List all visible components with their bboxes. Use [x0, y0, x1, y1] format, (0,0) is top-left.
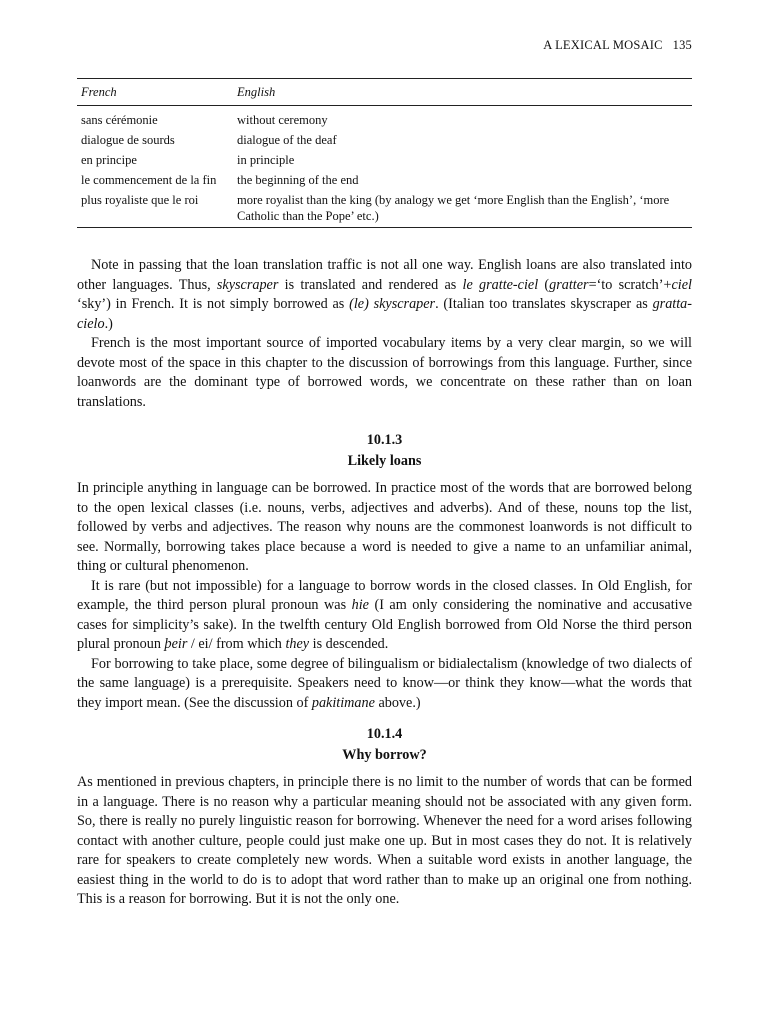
table-row	[77, 190, 692, 228]
paragraph	[77, 256, 692, 334]
running-head	[543, 38, 692, 53]
section-heading-why-borrow	[77, 724, 692, 766]
paragraph	[77, 577, 692, 655]
section-heading-likely-loans	[77, 430, 692, 472]
text-run: / ei/ from which	[187, 636, 286, 652]
french-cell: en principe	[81, 153, 137, 167]
english-cell: without ceremony	[237, 113, 328, 127]
italic-term: pakitimane	[311, 694, 375, 711]
column-header-english: English	[233, 79, 692, 106]
english-cell: in principle	[237, 153, 295, 167]
french-cell: sans cérémonie	[81, 113, 158, 127]
text-run: As mentioned in previous chapters, in principle there is no limit to the number of words that can be formed in a language. There is no reason why a particular meaning should not be associated with any given form. So, there is really no purely linguistic reason for borrowing. Whenever the need for a word arises following contact with another culture, people could just make one up. But in most cases they do not. It is relatively rare for speakers to create completely new words. When a suitable word exists in another language, the easiest thing in the world to do is to adopt that word rather than to make up an original one from nothing. This is a reason for borrowing. But it is not the only one.	[77, 774, 692, 907]
table-row	[77, 150, 692, 170]
french-cell: le commencement de la fin	[81, 173, 217, 187]
text-run: ‘sky’) in French. It is not simply borrowed as	[77, 296, 350, 312]
text-run: Note in passing that the loan translation traffic is not all one way. English loans are also translated into other languages. Thus,	[77, 257, 692, 293]
italic-term: gratta-cielo	[77, 296, 692, 332]
italic-term: ciel	[671, 276, 692, 293]
italic-term: skyscraper	[216, 276, 279, 293]
section-number: 10.1.4	[366, 726, 403, 742]
text-run: (I am only considering the nominative and accusative cases for simplicity’s sake). In the twelfth century Old English borrowed from Old Norse the third person plural pronoun	[77, 597, 692, 652]
english-cell: dialogue of the deaf	[237, 133, 337, 147]
text-run: =‘to scratch’+	[588, 276, 672, 293]
italic-term: þeir	[164, 636, 188, 652]
paragraph	[77, 334, 692, 412]
italic-term: gratter	[549, 276, 589, 293]
loan-translation-table	[77, 78, 692, 228]
text-run: In principle anything in language can be borrowed. In practice most of the words that are borrowed belong to the open lexical classes (i.e. nouns, verbs, adjectives and adverbs). And of these, nouns top the list, followed by verbs and adjectives. The reason why nouns are the commonest loanwords is not difficult to see. Normally, borrowing takes place because a word is needed to give a name to an unfamiliar animal, thing or cultural phenomenon.	[77, 480, 692, 574]
page-number: 135	[672, 38, 692, 52]
text-run: . (Italian too translates skyscraper as	[435, 296, 653, 312]
section-title: Likely loans	[347, 453, 422, 469]
paragraph	[77, 479, 692, 577]
french-cell: plus royaliste que le roi	[77, 190, 233, 228]
text-run: For borrowing to take place, some degree of bilingualism or bidialectalism (knowledge of two dialects of the same language) is a prerequisite. Speakers need to know—or think they know—what the words that they import mean. (See the discussion of	[77, 655, 692, 711]
french-cell: dialogue de sourds	[81, 133, 175, 147]
table-row	[77, 130, 692, 150]
running-head-title: A LEXICAL MOSAIC	[543, 38, 663, 52]
section-title: Why borrow?	[342, 747, 427, 763]
italic-term: (le) skyscraper	[349, 296, 436, 312]
italic-term: le gratte-ciel	[462, 276, 539, 293]
likely-loans-section	[77, 479, 692, 713]
intro-section	[77, 256, 692, 412]
section-number: 10.1.3	[366, 432, 403, 448]
text-run: .)	[104, 315, 113, 332]
text-run: is translated and rendered as	[278, 276, 463, 293]
italic-term: they	[285, 636, 310, 652]
english-cell: the beginning of the end	[237, 173, 359, 187]
table-row	[77, 170, 692, 190]
text-run: (	[538, 276, 550, 293]
why-borrow-section	[77, 773, 692, 910]
column-header-french: French	[77, 79, 233, 106]
text-run: It is rare (but not impossible) for a language to borrow words in the closed classes. In Old English, for example, the third person plural pronoun was	[77, 577, 692, 613]
english-cell: more royalist than the king (by analogy we get ‘more English than the English’, ‘more Catholic than the Pope’ etc.)	[233, 190, 692, 228]
table-row	[77, 106, 692, 131]
paragraph	[77, 773, 692, 910]
paragraph	[77, 655, 692, 714]
table-header-row	[77, 79, 692, 106]
text-run: above.)	[374, 694, 421, 711]
italic-term: hie	[351, 597, 369, 613]
text-run: French is the most important source of imported vocabulary items by a very clear margin, so we will devote most of the space in this chapter to the discussion of borrowings from this language. Further, since loanwords are the dominant type of borrowed words, we concentrate on these rather than on loan translations.	[77, 335, 692, 410]
text-run: is descended.	[309, 636, 389, 652]
